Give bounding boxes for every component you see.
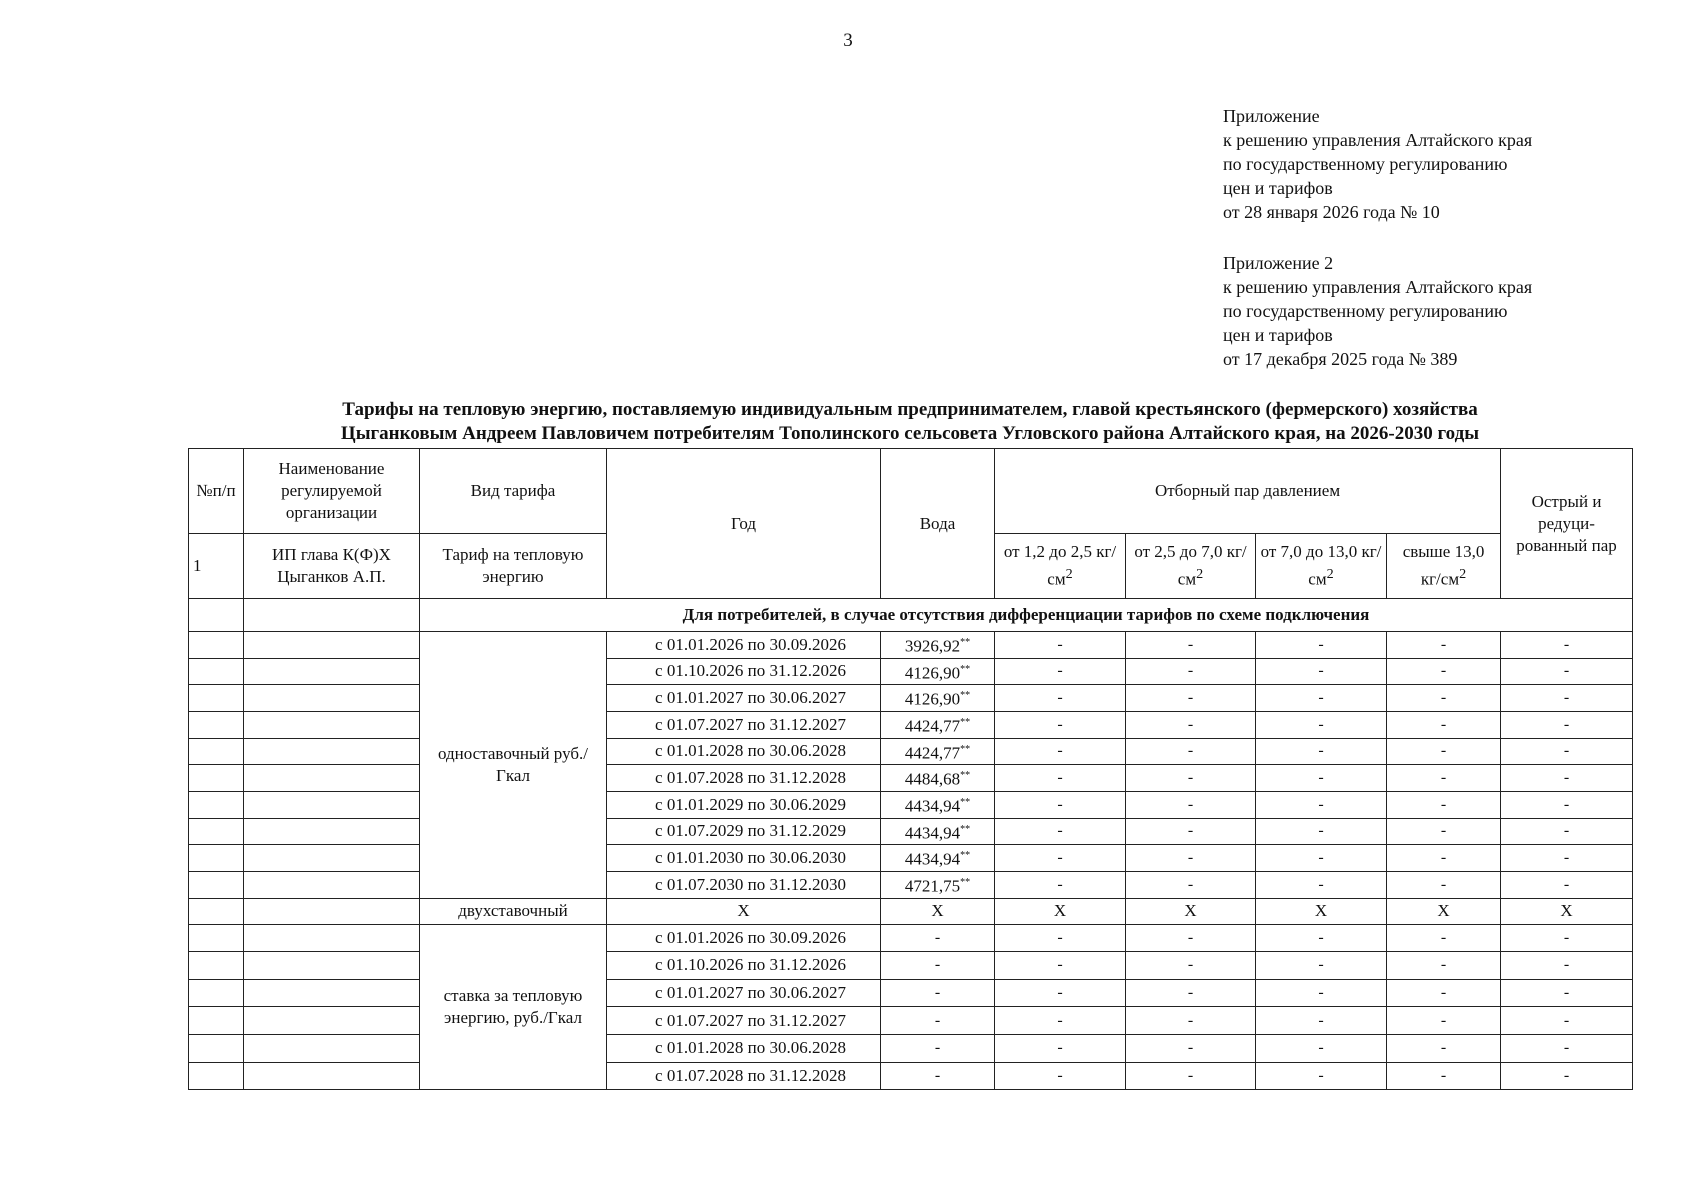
dash-cell: - [995,738,1126,765]
dash-cell: - [1501,1007,1633,1035]
dash-cell: - [995,658,1126,685]
dash-cell: - [995,791,1126,818]
dash-cell: - [1501,632,1633,659]
dash-cell: - [1387,685,1501,712]
period-cell: с 01.01.2029 по 30.06.2029 [607,791,881,818]
empty-cell [244,1007,420,1035]
dash-cell: - [1501,711,1633,738]
empty-cell [189,1007,244,1035]
dash-cell: - [995,632,1126,659]
dash-cell: - [881,1007,995,1035]
table-row [189,1034,1633,1062]
dash-cell: - [1256,711,1387,738]
water-value: 4434,94 [904,796,961,816]
dash-cell: - [1501,979,1633,1007]
annex-1-line: к решению управления Алтайского края [1223,130,1533,150]
dash-cell: - [1126,871,1256,898]
water-tariff-cell [881,632,995,659]
dash-cell: - [1126,765,1256,792]
empty-cell [189,658,244,685]
footnote-mark: ** [960,743,971,755]
footnote-mark: ** [960,823,971,835]
dash-cell: - [1126,1034,1256,1062]
empty-cell [189,845,244,872]
dash-cell: - [1256,1062,1387,1090]
superscript: 2 [1065,566,1073,583]
dash-cell: - [1126,924,1256,952]
heat-rate-label: ставка за тепловую энергию, руб./Гкал [420,924,607,1090]
footnote-mark: ** [960,850,971,862]
water-tariff-cell [881,791,995,818]
dash-cell: - [881,979,995,1007]
period-cell: с 01.07.2030 по 31.12.2030 [607,871,881,898]
empty-cell [244,924,420,952]
dash-cell: - [1501,765,1633,792]
single-rate-body [189,632,1633,899]
empty-cell [189,685,244,712]
empty-cell [244,818,420,845]
page-number: 3 [843,30,853,51]
table-row [189,791,1633,818]
dash-cell: - [1126,632,1256,659]
water-value: 4126,90 [904,689,961,709]
water-tariff-cell [881,871,995,898]
dash-cell: - [1256,1034,1387,1062]
two-part-mark: Х [1501,898,1633,924]
dash-cell: - [1256,924,1387,952]
header-num: №п/п [189,449,244,534]
two-part-mark: Х [1387,898,1501,924]
dash-cell: - [1256,952,1387,980]
superscript: 2 [1326,566,1334,583]
table-row [189,685,1633,712]
dash-cell: - [1126,791,1256,818]
dash-cell: - [1126,658,1256,685]
period-cell: с 01.01.2027 по 30.06.2027 [607,979,881,1007]
dash-cell: - [1501,1062,1633,1090]
single-rate-label: одноставочный руб./Гкал [420,632,607,899]
two-part-mark: Х [995,898,1126,924]
empty-cell [244,898,420,924]
dash-cell: - [1501,685,1633,712]
period-cell: с 01.01.2026 по 30.09.2026 [607,632,881,659]
dash-cell: - [1387,979,1501,1007]
water-value: 4424,77 [904,743,961,763]
dash-cell: - [995,924,1126,952]
dash-cell: - [995,1062,1126,1090]
empty-cell [244,685,420,712]
footnote-mark: ** [960,663,971,675]
water-value: 4434,94 [904,823,961,843]
empty-cell [244,871,420,898]
two-part-body [189,898,1633,924]
water-value: 3926,92 [904,636,961,656]
table-row [189,845,1633,872]
org-row-num: 1 [189,534,244,599]
table-row [189,952,1633,980]
two-part-mark: Х [1256,898,1387,924]
tariff-table [188,448,1633,1090]
header-year: Год [607,449,881,599]
footnote-mark: ** [960,796,971,808]
water-tariff-cell [881,845,995,872]
annex-2-block [1223,251,1663,371]
dash-cell: - [881,952,995,980]
dash-cell: - [995,845,1126,872]
dash-cell: - [1387,845,1501,872]
table-row [189,738,1633,765]
period-cell: с 01.10.2026 по 31.12.2026 [607,658,881,685]
empty-cell [244,711,420,738]
period-cell: с 01.07.2029 по 31.12.2029 [607,818,881,845]
dash-cell: - [881,1034,995,1062]
water-tariff-cell [881,658,995,685]
water-tariff-cell [881,765,995,792]
title-line-2: Цыганковым Андреем Павловичем потребителям Тополинского сельсовета Угловского района Алтайского края, на 2026-2030 годы [340,423,1480,444]
empty-cell [244,791,420,818]
empty-cell [189,1062,244,1090]
dash-cell: - [1256,658,1387,685]
empty-cell [244,845,420,872]
dash-cell: - [1387,1007,1501,1035]
org-row-name: ИП глава К(Ф)Х Цыганков А.П. [244,534,420,599]
period-cell: с 01.01.2028 по 30.06.2028 [607,1034,881,1062]
annex-1-line: Приложение [1223,106,1320,126]
empty-cell [244,1034,420,1062]
dash-cell: - [1126,818,1256,845]
section-label: Для потребителей, в случае отсутствия дифференциации тарифов по схеме подключения [420,599,1633,632]
dash-cell: - [1126,738,1256,765]
water-tariff-cell [881,685,995,712]
period-cell: с 01.01.2028 по 30.06.2028 [607,738,881,765]
dash-cell: - [1126,1062,1256,1090]
water-tariff-cell [881,818,995,845]
annex-1-line: цен и тарифов [1223,178,1333,198]
empty-cell [189,599,244,632]
period-cell: с 01.07.2028 по 31.12.2028 [607,1062,881,1090]
water-value: 4484,68 [904,769,961,789]
header-sharp-steam: Острый и редуци-рованный пар [1501,449,1633,599]
dash-cell: - [1256,632,1387,659]
period-cell: с 01.01.2030 по 30.06.2030 [607,845,881,872]
dash-cell: - [1126,952,1256,980]
superscript: 2 [1459,566,1467,583]
empty-cell [244,979,420,1007]
water-value: 4424,77 [904,716,961,736]
header-steam-4: свыше 13,0 $кг/см^2$ [1387,534,1501,599]
period-cell: с 01.07.2027 по 31.12.2027 [607,711,881,738]
dash-cell: - [881,1062,995,1090]
header-steam: Отборный пар давлением [995,449,1501,534]
dash-cell: - [1256,871,1387,898]
table-row [189,632,1633,659]
dash-cell: - [1501,845,1633,872]
dash-cell: - [995,871,1126,898]
footnote-mark: ** [960,637,971,648]
dash-cell: - [1501,924,1633,952]
dash-cell: - [1256,845,1387,872]
two-part-label: двухставочный [420,898,607,924]
dash-cell: - [1387,1062,1501,1090]
footnote-mark: ** [960,770,971,782]
header-tariff-type: Вид тарифа [420,449,607,534]
period-cell: с 01.10.2026 по 31.12.2026 [607,952,881,980]
period-cell: с 01.07.2027 по 31.12.2027 [607,1007,881,1035]
two-part-mark: Х [607,898,881,924]
water-value: 4434,94 [904,849,961,869]
heat-rate-body [189,924,1633,1090]
empty-cell [189,818,244,845]
dash-cell: - [1501,738,1633,765]
period-cell: с 01.07.2028 по 31.12.2028 [607,765,881,792]
water-value: 4126,90 [904,663,961,683]
empty-cell [189,738,244,765]
document-title [180,398,1640,446]
empty-cell [189,979,244,1007]
dash-cell: - [1501,791,1633,818]
table-body [189,449,1633,632]
annex-1-line: от 28 января 2026 года № 10 [1223,202,1440,222]
dash-cell: - [1256,979,1387,1007]
table-row [189,924,1633,952]
two-part-mark: Х [881,898,995,924]
annex-2-line: по государственному регулированию [1223,301,1508,321]
dash-cell: - [995,818,1126,845]
title-line-1: Тарифы на тепловую энергию, поставляемую индивидуальным предпринимателем, главой крестьянского (фермерского) хозяйства [342,399,1478,420]
empty-cell [244,952,420,980]
water-value: 4721,75 [904,876,961,896]
dash-cell: - [1126,711,1256,738]
dash-cell: - [1126,685,1256,712]
org-row-tariff: Тариф на тепловую энергию [420,534,607,599]
empty-cell [189,791,244,818]
dash-cell: - [1256,765,1387,792]
table-row [189,711,1633,738]
dash-cell: - [1501,1034,1633,1062]
dash-cell: - [1256,791,1387,818]
dash-cell: - [1501,871,1633,898]
empty-cell [244,658,420,685]
dash-cell: - [995,1007,1126,1035]
empty-cell [189,924,244,952]
dash-cell: - [1387,818,1501,845]
dash-cell: - [1387,765,1501,792]
dash-cell: - [1501,952,1633,980]
empty-cell [244,765,420,792]
empty-cell [244,738,420,765]
dash-cell: - [1387,658,1501,685]
annex-2-line: к решению управления Алтайского края [1223,277,1533,297]
table-row [189,1062,1633,1090]
dash-cell: - [995,1034,1126,1062]
empty-cell [189,952,244,980]
two-part-row [189,898,1633,924]
empty-cell [189,871,244,898]
dash-cell: - [1387,1034,1501,1062]
empty-cell [189,711,244,738]
empty-cell [244,1062,420,1090]
empty-cell [244,632,420,659]
dash-cell: - [1501,818,1633,845]
header-steam-3: от 7,0 до 13,0 $кг/см^2$ [1256,534,1387,599]
table-row [189,658,1633,685]
dash-cell: - [1387,632,1501,659]
dash-cell: - [995,765,1126,792]
empty-cell [189,898,244,924]
footnote-mark: ** [960,716,971,728]
dash-cell: - [1387,738,1501,765]
empty-cell [189,765,244,792]
annex-2-line: Приложение 2 [1223,253,1334,273]
two-part-mark: Х [1126,898,1256,924]
dash-cell: - [1256,1007,1387,1035]
header-steam-1: от 1,2 до 2,5 $кг/см^2$ [995,534,1126,599]
section-row [189,599,1633,632]
dash-cell: - [995,979,1126,1007]
header-org: Наименование регулируемой организации [244,449,420,534]
empty-cell [189,1034,244,1062]
footnote-mark: ** [960,690,971,702]
empty-cell [244,599,420,632]
dash-cell: - [1126,845,1256,872]
annex-2-line: от 17 декабря 2025 года № 389 [1223,349,1458,369]
dash-cell: - [1387,952,1501,980]
dash-cell: - [1126,1007,1256,1035]
water-tariff-cell [881,711,995,738]
table-row [189,818,1633,845]
dash-cell: - [881,924,995,952]
dash-cell: - [1256,685,1387,712]
superscript: 2 [1196,566,1204,583]
period-cell: с 01.01.2027 по 30.06.2027 [607,685,881,712]
period-cell: с 01.01.2026 по 30.09.2026 [607,924,881,952]
header-water: Вода [881,449,995,599]
empty-cell [189,632,244,659]
dash-cell: - [1387,711,1501,738]
dash-cell: - [1501,658,1633,685]
annex-2-line: цен и тарифов [1223,325,1333,345]
dash-cell: - [1256,818,1387,845]
table-row [189,1007,1633,1035]
annex-1-block [1223,104,1663,224]
dash-cell: - [1387,791,1501,818]
footnote-mark: ** [960,876,971,888]
table-row [189,979,1633,1007]
header-steam-2: от 2,5 до 7,0 $кг/см^2$ [1126,534,1256,599]
dash-cell: - [995,952,1126,980]
table-row [189,765,1633,792]
dash-cell: - [995,685,1126,712]
dash-cell: - [1126,979,1256,1007]
dash-cell: - [1387,924,1501,952]
annex-1-line: по государственному регулированию [1223,154,1508,174]
water-tariff-cell [881,738,995,765]
dash-cell: - [1387,871,1501,898]
dash-cell: - [995,711,1126,738]
dash-cell: - [1256,738,1387,765]
header-row-1 [189,449,1633,534]
table-row [189,871,1633,898]
